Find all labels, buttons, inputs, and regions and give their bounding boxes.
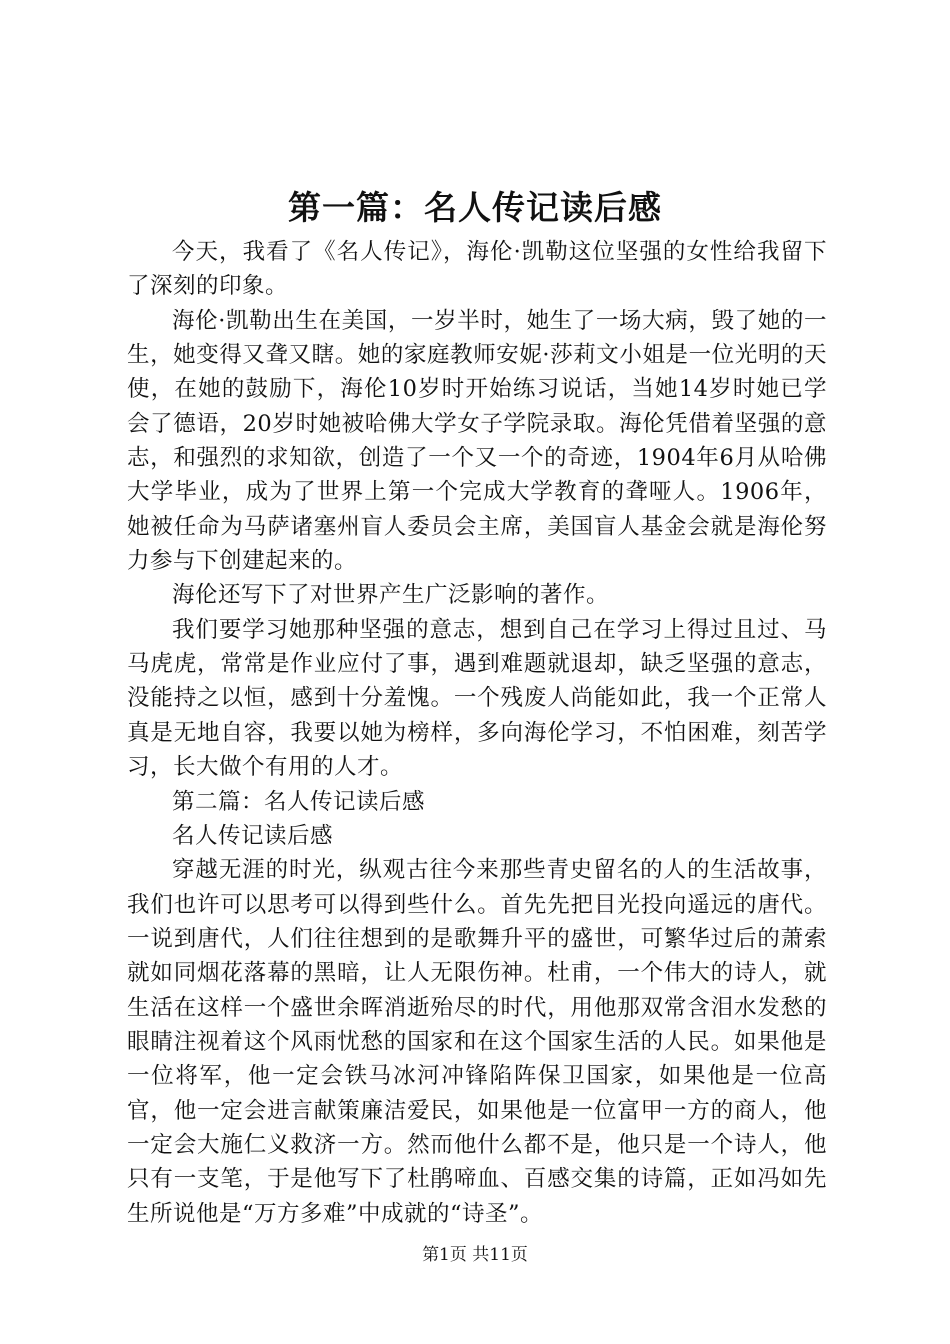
document-title: 第一篇：名人传记读后感 [288,188,662,227]
paragraph: 今天，我看了《名人传记》，海伦·凯勒这位坚强的女性给我留下了深刻的印象。 [127,239,827,300]
section-heading: 第二篇：名人传记读后感 [172,788,426,815]
paragraph: 穿越无涯的时光，纵观古往今来那些青史留名的人的生活故事，我们也许可以思考可以得到些什么。首先先把目光投向遥远的唐代。一说到唐代，人们往往想到的是歌舞升平的盛世，可繁华过后的萧索就如同烟花落幕的黑暗，让人无限伤神。杜甫，一个伟大的诗人，就生活在这样一个盛世余晖消逝殆尽的时代，用他那双常含泪水发愁的眼睛注视着这个风雨忧愁的国家和在这个国家生活的人民。如果他是一位将军，他一定会铁马冰河冲锋陷阵保卫国家，如果他是一位高官，他一定会进言献策廉洁爱民，如果他是一位富甲一方的商人，他一定会大施仁义救济一方。然而他什么都不是，他只是一个诗人，他只有一支笔，于是他写下了杜鹃啼血、百感交集的诗篇，正如冯如先生所说他是“万方多难”中成就的“诗圣”。 [127,857,827,1227]
section-subheading: 名人传记读后感 [172,822,334,849]
paragraph: 我们要学习她那种坚强的意志，想到自己在学习上得过且过、马马虎虎，常常是作业应付了事，遇到难题就退却，缺乏坚强的意志，没能持之以恒，感到十分羞愧。一个残废人尚能如此，我一个正常人真是无地自容，我要以她为榜样，多向海伦学习，不怕困难，刻苦学习，长大做个有用的人才。 [127,616,827,781]
paragraph: 海伦·凯勒出生在美国，一岁半时，她生了一场大病，毁了她的一生，她变得又聋又瞎。她的家庭教师安妮·莎莉文小姐是一位光明的天使，在她的鼓励下，海伦10岁时开始练习说话，当她14岁时她已学会了德语，20岁时她被哈佛大学女子学院录取。海伦凭借着坚强的意志，和强烈的求知欲，创造了一个又一个的奇迹，1904年6月从哈佛大学毕业，成为了世界上第一个完成大学教育的聋哑人。1906年，她被任命为马萨诸塞州盲人委员会主席，美国盲人基金会就是海伦努力参与下创建起来的。 [127,307,827,575]
page-footer: 第1页 共11页 [422,1245,528,1265]
paragraph: 海伦还写下了对世界产生广泛影响的著作。 [172,582,610,609]
document-body [127,235,827,1231]
